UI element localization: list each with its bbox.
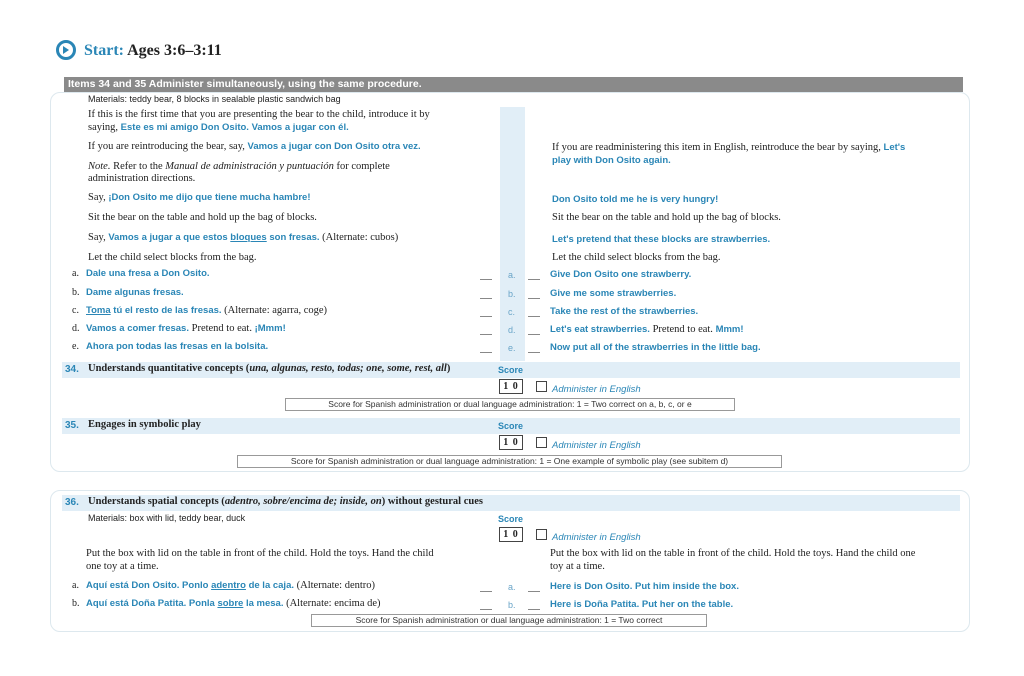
response-blank-en[interactable] xyxy=(528,316,540,317)
reintro-line: If you are reintroducing the bear, say, Vamos a jugar con Don Osito otra vez. xyxy=(88,141,421,152)
item-35-score-box[interactable]: 1 0 xyxy=(499,435,523,450)
section-band: Items 34 and 35 Administer simultaneously, using the same procedure. xyxy=(64,77,963,92)
item-36-materials: Materials: box with lid, teddy bear, duck xyxy=(88,513,246,523)
en-readmin-line-1: If you are readministering this item in English, reintroduce the bear by saying, Let's xyxy=(552,142,906,153)
en-told-line: Don Osito told me he is very hungry! xyxy=(552,194,719,205)
start-arrow-icon xyxy=(56,40,76,60)
ages-label: Ages 3:6–3:11 xyxy=(127,42,222,59)
item-35-administer-english-label: Administer in English xyxy=(552,440,641,451)
item-34-administer-english-label: Administer in English xyxy=(552,384,641,395)
response-blank-es[interactable] xyxy=(480,279,492,280)
start-heading xyxy=(84,42,222,60)
response-blank-es[interactable] xyxy=(480,298,492,299)
note-line-2: administration directions. xyxy=(88,173,196,184)
item-36-score-label: Score xyxy=(498,514,524,524)
response-blank-en[interactable] xyxy=(528,279,540,280)
let-child-line: Let the child select blocks from the bag. xyxy=(88,252,257,263)
item-36-score-box[interactable]: 1 0 xyxy=(499,527,523,542)
response-blank-en[interactable] xyxy=(528,352,540,353)
item-35-number: 35. xyxy=(65,420,79,431)
en-pretend-line: Let's pretend that these blocks are strawberries. xyxy=(552,234,771,245)
item-34-title: Understands quantitative concepts (una, algunas, resto, todas; one, some, rest, all) xyxy=(88,363,451,374)
en-readmin-line-2: play with Don Osito again. xyxy=(552,155,671,166)
center-score-stripe xyxy=(500,107,525,361)
response-blank-es[interactable] xyxy=(480,334,492,335)
item-36-administer-english-label: Administer in English xyxy=(552,532,641,543)
item-36-score-rule: Score for Spanish administration or dual language administration: 1 = Two correct xyxy=(311,614,707,627)
item-36-en-instr-1: Put the box with lid on the table in front of the child. Hold the toys. Hand the child one xyxy=(550,548,916,559)
say-pretend-line: Say, Vamos a jugar a que estos bloques son fresas. (Alternate: cubos) xyxy=(88,232,399,243)
item-34-score-box[interactable]: 1 0 xyxy=(499,379,523,394)
item-34-score-rule: Score for Spanish administration or dual language administration: 1 = Two correct on a, b, c, or e xyxy=(285,398,735,411)
response-blank-es[interactable] xyxy=(480,352,492,353)
item-35-score-label: Score xyxy=(498,421,524,431)
response-blank-es[interactable] xyxy=(480,591,492,592)
sit-bear-line: Sit the bear on the table and hold up the bag of blocks. xyxy=(88,212,317,223)
response-blank-en[interactable] xyxy=(528,298,540,299)
item-35-administer-english-checkbox[interactable] xyxy=(536,437,547,448)
item-36-panel xyxy=(50,490,970,632)
item-34-administer-english-checkbox[interactable] xyxy=(536,381,547,392)
en-sit-line: Sit the bear on the table and hold up the bag of blocks. xyxy=(552,212,781,223)
intro-line-2: saying, Este es mi amigo Don Osito. Vamos a jugar con él. xyxy=(88,122,349,133)
item-35-title: Engages in symbolic play xyxy=(88,419,201,430)
item-36-es-instr-2: one toy at a time. xyxy=(86,561,159,572)
item-35-score-rule: Score for Spanish administration or dual language administration: 1 = One example of symbolic play (see subitem d) xyxy=(237,455,782,468)
start-label: Start: xyxy=(84,42,124,59)
item-36-en-instr-2: toy at a time. xyxy=(550,561,605,572)
response-blank-es[interactable] xyxy=(480,609,492,610)
item-36-number: 36. xyxy=(65,497,79,508)
en-let-line: Let the child select blocks from the bag. xyxy=(552,252,721,263)
item-34-score-label: Score xyxy=(498,365,524,375)
item-34-number: 34. xyxy=(65,364,79,375)
item-36-administer-english-checkbox[interactable] xyxy=(536,529,547,540)
response-blank-en[interactable] xyxy=(528,591,540,592)
response-blank-es[interactable] xyxy=(480,316,492,317)
item-36-es-instr-1: Put the box with lid on the table in front of the child. Hold the toys. Hand the child xyxy=(86,548,434,559)
response-blank-en[interactable] xyxy=(528,334,540,335)
intro-line-1: If this is the first time that you are presenting the bear to the child, introduce it by xyxy=(88,109,430,120)
note-line-1: Note. Refer to the Manual de administración y puntuación for complete xyxy=(88,161,390,172)
say-hungry-line: Say, ¡Don Osito me dijo que tiene mucha hambre! xyxy=(88,192,311,203)
item-36-title: Understands spatial concepts (adentro, sobre/encima de; inside, on) without gestural cues xyxy=(88,496,483,507)
materials-text: Materials: teddy bear, 8 blocks in sealable plastic sandwich bag xyxy=(88,94,341,104)
response-blank-en[interactable] xyxy=(528,609,540,610)
